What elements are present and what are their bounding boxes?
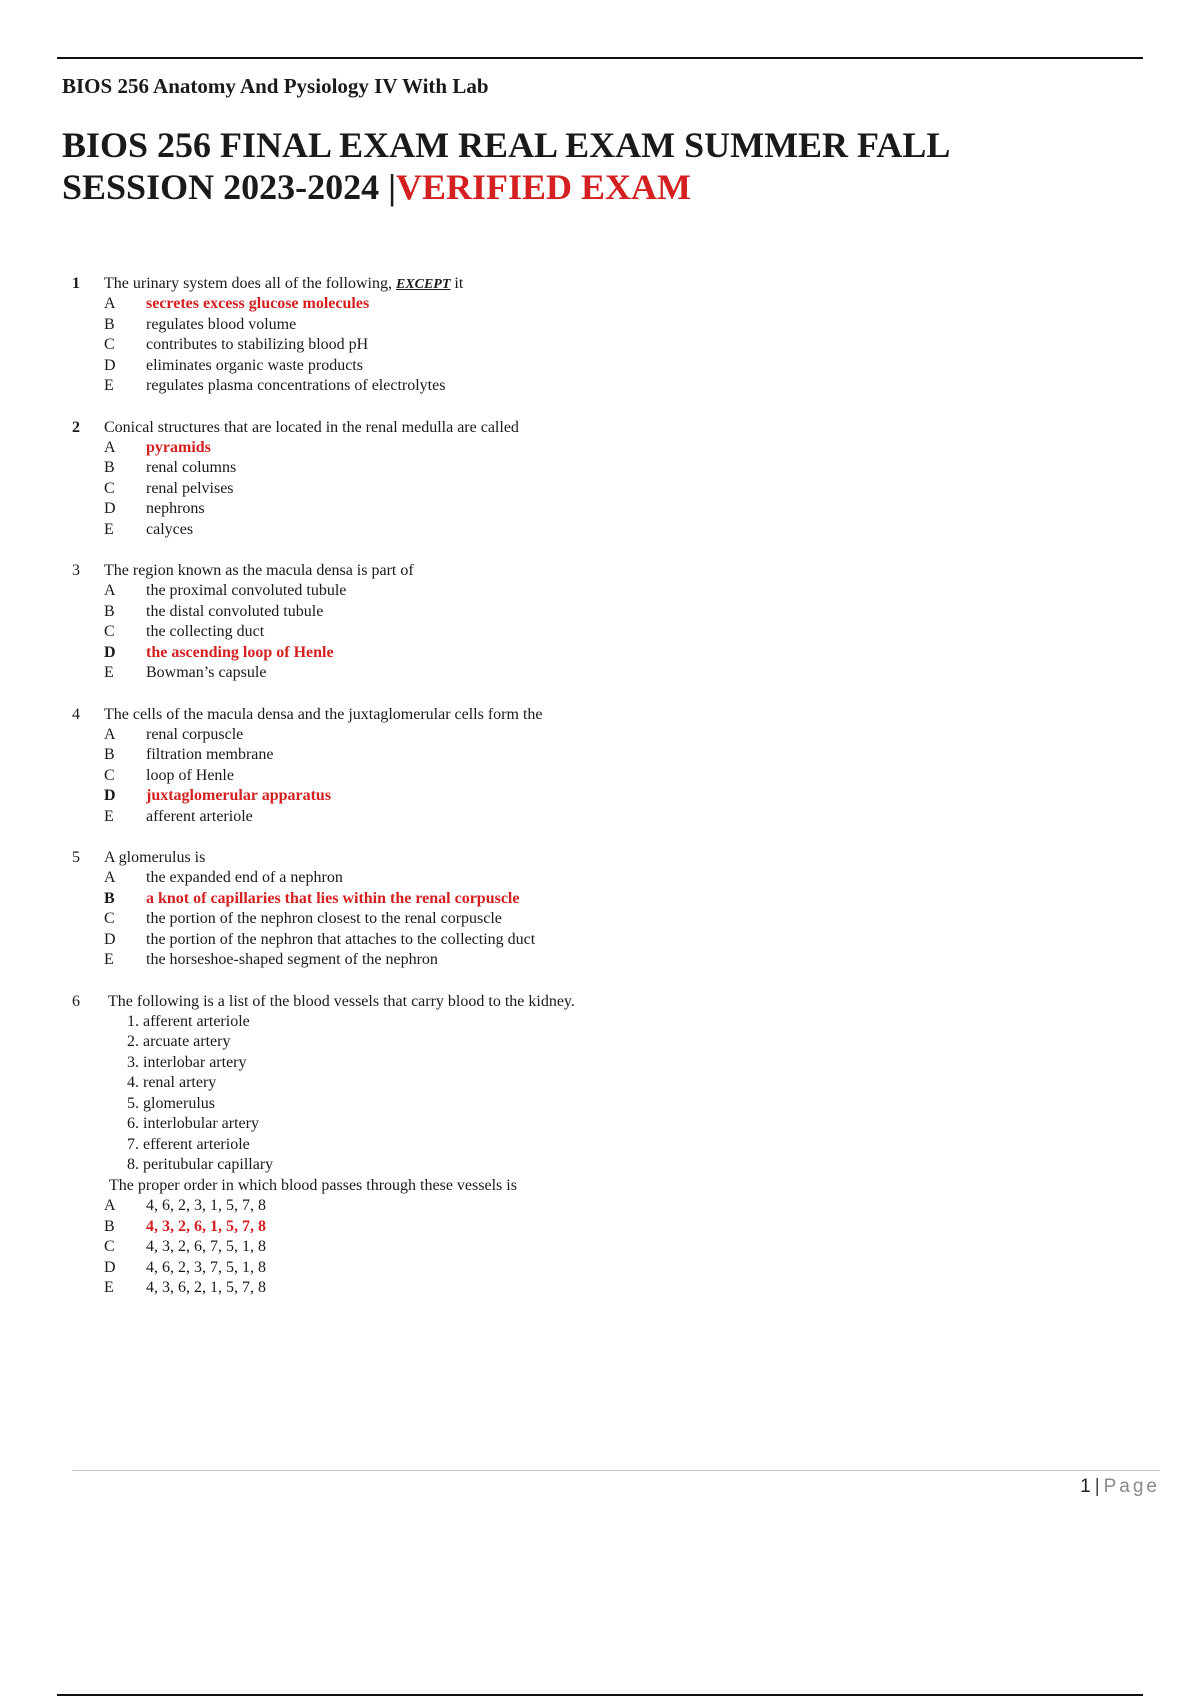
page-number: 1: [1080, 1476, 1091, 1497]
option-b: B regulates blood volume: [104, 315, 297, 333]
option-c: C renal pelvises: [104, 479, 234, 497]
option-a: A the proximal convoluted tubule: [104, 582, 347, 599]
list-item: 2. arcuate artery: [127, 1033, 231, 1050]
question-3: [72, 561, 1132, 684]
option-a: A 4, 6, 2, 3, 1, 5, 7, 8: [104, 1197, 266, 1214]
list-item: 6. interlobular artery: [127, 1115, 259, 1132]
list-item: 7. efferent arteriole: [127, 1135, 250, 1153]
list-item: 4. renal artery: [127, 1074, 217, 1091]
option-e: E 4, 3, 6, 2, 1, 5, 7, 8: [104, 1279, 266, 1296]
option-d: D nephrons: [104, 500, 205, 517]
course-header: BIOS 256 Anatomy And Pysiology IV With Lab: [62, 74, 489, 98]
question-4: [72, 705, 1132, 828]
question-6: [72, 992, 1132, 1299]
option-d: D 4, 6, 2, 3, 7, 5, 1, 8: [104, 1258, 266, 1276]
list-item: 5. glomerulus: [127, 1094, 215, 1112]
question-text: The region known as the macula densa is part of: [104, 562, 414, 579]
question-5: [72, 848, 1132, 971]
option-c: C loop of Henle: [104, 766, 234, 784]
correct-answer: 4, 3, 2, 6, 1, 5, 7, 8: [146, 1217, 266, 1235]
question-number: 3: [72, 562, 80, 579]
option-d: D juxtaglomerular apparatus: [72, 786, 1132, 807]
question-text: The following is a list of the blood vessels that carry blood to the kidney.: [108, 992, 575, 1010]
page-title: [62, 124, 950, 208]
option-b: B 4, 3, 2, 6, 1, 5, 7, 8: [72, 1217, 1132, 1238]
correct-answer: juxtaglomerular apparatus: [146, 787, 332, 804]
page-separator: |: [1094, 1476, 1100, 1497]
correct-answer: the ascending loop of Henle: [146, 643, 334, 661]
option-a: A secretes excess glucose molecules: [72, 294, 1132, 315]
footer-divider: [72, 1470, 1160, 1471]
option-d: D eliminates organic waste products: [104, 356, 363, 374]
title-line-2: SESSION 2023-2024 |: [62, 167, 397, 207]
question-number: 1: [72, 275, 80, 292]
question-1: [72, 274, 1132, 397]
option-a: A pyramids: [72, 438, 1132, 459]
top-rule: [57, 57, 1143, 59]
option-c: C the collecting duct: [104, 623, 265, 640]
option-e: E the horseshoe-shaped segment of the nephron: [104, 951, 438, 968]
question-text: Conical structures that are located in the renal medulla are called: [104, 418, 519, 436]
question-number: 6: [72, 992, 80, 1010]
list-item: 1. afferent arteriole: [127, 1012, 250, 1030]
correct-answer: secretes excess glucose molecules: [146, 295, 370, 312]
option-b: B the distal convoluted tubule: [104, 602, 324, 620]
question-number: 2: [72, 418, 80, 436]
question-number: 4: [72, 705, 80, 723]
question-text: The cells of the macula densa and the juxtaglomerular cells form the: [104, 705, 543, 723]
option-e: E regulates plasma concentrations of electrolytes: [104, 377, 446, 394]
correct-answer: pyramids: [146, 438, 211, 456]
option-c: C contributes to stabilizing blood pH: [104, 336, 369, 353]
option-a: A renal corpuscle: [104, 725, 244, 743]
page-word: Page: [1103, 1476, 1160, 1497]
option-b: B renal columns: [104, 459, 237, 476]
question-text: A glomerulus is: [104, 849, 206, 866]
correct-answer: a knot of capillaries that lies within the renal corpuscle: [146, 889, 520, 907]
option-b: B a knot of capillaries that lies within the renal corpuscle: [72, 889, 1132, 910]
option-e: E afferent arteriole: [104, 807, 253, 825]
except-emphasis: EXCEPT: [395, 277, 451, 292]
question-2: [72, 418, 1132, 541]
option-e: E Bowman’s capsule: [104, 664, 267, 681]
list-item: 3. interlobar artery: [127, 1053, 247, 1071]
bottom-rule: [57, 1694, 1143, 1696]
option-d: D the ascending loop of Henle: [72, 643, 1132, 664]
option-c: C the portion of the nephron closest to the renal corpuscle: [104, 910, 502, 927]
title-line-1: BIOS 256 FINAL EXAM REAL EXAM SUMMER FALL: [62, 125, 951, 165]
question-number: 5: [72, 849, 80, 866]
list-item: 8. peritubular capillary: [127, 1156, 274, 1173]
question-text: The urinary system does all of the following, EXCEPT it: [104, 275, 464, 292]
option-b: B filtration membrane: [104, 746, 274, 763]
option-a: A the expanded end of a nephron: [104, 869, 343, 886]
option-d: D the portion of the nephron that attaches to the collecting duct: [104, 930, 536, 948]
question-followup: The proper order in which blood passes through these vessels is: [109, 1176, 517, 1194]
verified-label: VERIFIED EXAM: [396, 167, 692, 207]
question-list: [72, 274, 1132, 1320]
option-e: E calyces: [104, 520, 194, 538]
page-footer: [1080, 1476, 1160, 1498]
option-c: C 4, 3, 2, 6, 7, 5, 1, 8: [104, 1238, 266, 1255]
